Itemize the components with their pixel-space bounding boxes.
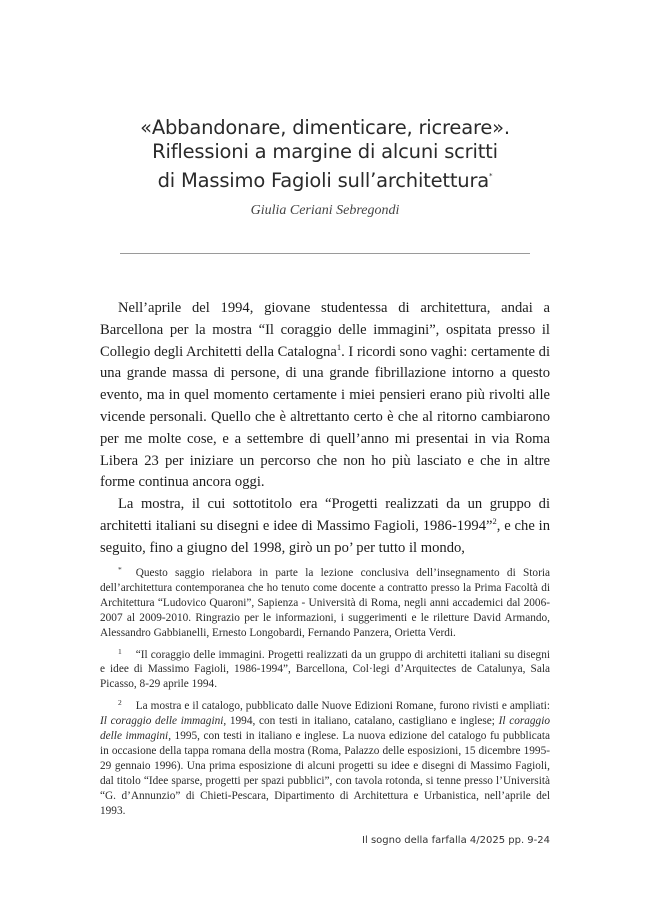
- title-divider: [120, 253, 530, 254]
- footnote-ref-1: 1: [336, 341, 342, 352]
- footnote-number: *: [118, 565, 122, 574]
- footnote-1: [100, 648, 550, 693]
- footnote-text-c: , 1995, con testi in italiano e inglese. La nuova edizione del catalogo fu pubblicata in occasione della tappa romana della mostra (Roma, Palazzo delle esposizioni, 15 dicembre 1995-29 gennaio 1996). Una prima esposizione di alcuni progetti su idee e disegni di Massimo Fagioli, dal titolo “Idee sparse, progetti per spazi pubblici”, con tavola rotonda, si tenne presso l’Università “G. d’Annunzio” di Chieti-Pescara, Dipartimento di Architettura e Urbanistica, nell’aprile del 1993.: [100, 730, 550, 817]
- paragraph-2-text-a: La mostra, il cui sottotitolo era “Progetti realizzati da un gruppo di architetti italiani su disegni e idee di Massimo Fagioli, 1986-1994”: [100, 496, 550, 534]
- paragraph-1-text-a: Nell’aprile del 1994, giovane studentessa di architettura, andai a Barcellona per la mostra “Il coraggio delle immagini”, ospitata presso il Collegio degli Architetti della Catalogna: [100, 300, 550, 360]
- running-footer: Il sogno della farfalla 4/2025 pp. 9-24: [362, 835, 550, 846]
- footnote-text: “Il coraggio delle immagini. Progetti realizzati da un gruppo di architetti italiani su disegni e idee di Massimo Fagioli, 1986-1994”, Barcellona, Col·legi d’Arquitectes de Catalunya, Sala Picasso, 8-29 aprile 1994.: [100, 648, 550, 691]
- title-line-1: «Abbandonare, dimenticare, ricreare».: [140, 116, 510, 139]
- footnote-number: 2: [118, 698, 122, 708]
- footnote-italic-title-2: Il coraggio delle immagini: [100, 715, 550, 743]
- footnote-ref-2: 2: [492, 515, 497, 526]
- article-body: [100, 298, 550, 560]
- footnote-star: [100, 566, 550, 641]
- paragraph-1-text-b: . I ricordi sono vaghi: certamente di una grande massa di persone, di una grande fibrillazione intorno a questo evento, ma in quel momento certamente i miei pensieri erano più rivolti alle vicende personali. Quello che è altrettanto certo è che al ritorno cambiarono per me molte cose, e a settembre di quell’anno mi presentai in via Roma Libera 23 per iniziare un percorso che non ho più lasciato e che in altre forme continua ancora oggi.: [100, 343, 551, 491]
- title-line-3-text: di Massimo Fagioli sull’architettura: [157, 169, 490, 192]
- footnote-italic-title-1: Il coraggio delle immagini: [100, 715, 224, 728]
- footnote-number: 1: [118, 646, 122, 656]
- title-line-2: Riflessioni a margine di alcuni scritti: [152, 140, 498, 163]
- paragraph-1: [100, 298, 550, 494]
- footnote-text-b: , 1994, con testi in italiano, catalano, castigliano e inglese;: [223, 715, 499, 728]
- footnotes: [100, 566, 550, 826]
- paragraph-2-text-b: , e che in seguito, fino a giugno del 1998, girò un po’ per tutto il mondo,: [100, 517, 550, 556]
- title-footnote-marker: *: [489, 172, 493, 180]
- footnote-text-a: La mostra e il catalogo, pubblicato dalle Nuove Edizioni Romane, furono rivisti e ampliati:: [135, 700, 550, 713]
- article-title: [60, 116, 590, 193]
- footnote-2: [100, 699, 550, 818]
- footnote-text: Questo saggio rielabora in parte la lezione conclusiva dell’insegnamento di Storia dell’architettura contemporanea che ho tenuto come docente a contratto presso la Prima Facoltà di Architettura “Ludovico Quaroni”, Sapienza - Università di Roma, negli anni accademici dal 2006-2007 al 2009-2010. Ringrazio per le informazioni, i suggerimenti e le riletture David Armando, Alessandro Gabbianelli, Ernesto Longobardi, Fernando Panzera, Orietta Verdi.: [100, 567, 550, 639]
- paragraph-2: [100, 494, 550, 559]
- author-name: Giulia Ceriani Sebregondi: [250, 203, 400, 218]
- title-line-3: [60, 164, 590, 193]
